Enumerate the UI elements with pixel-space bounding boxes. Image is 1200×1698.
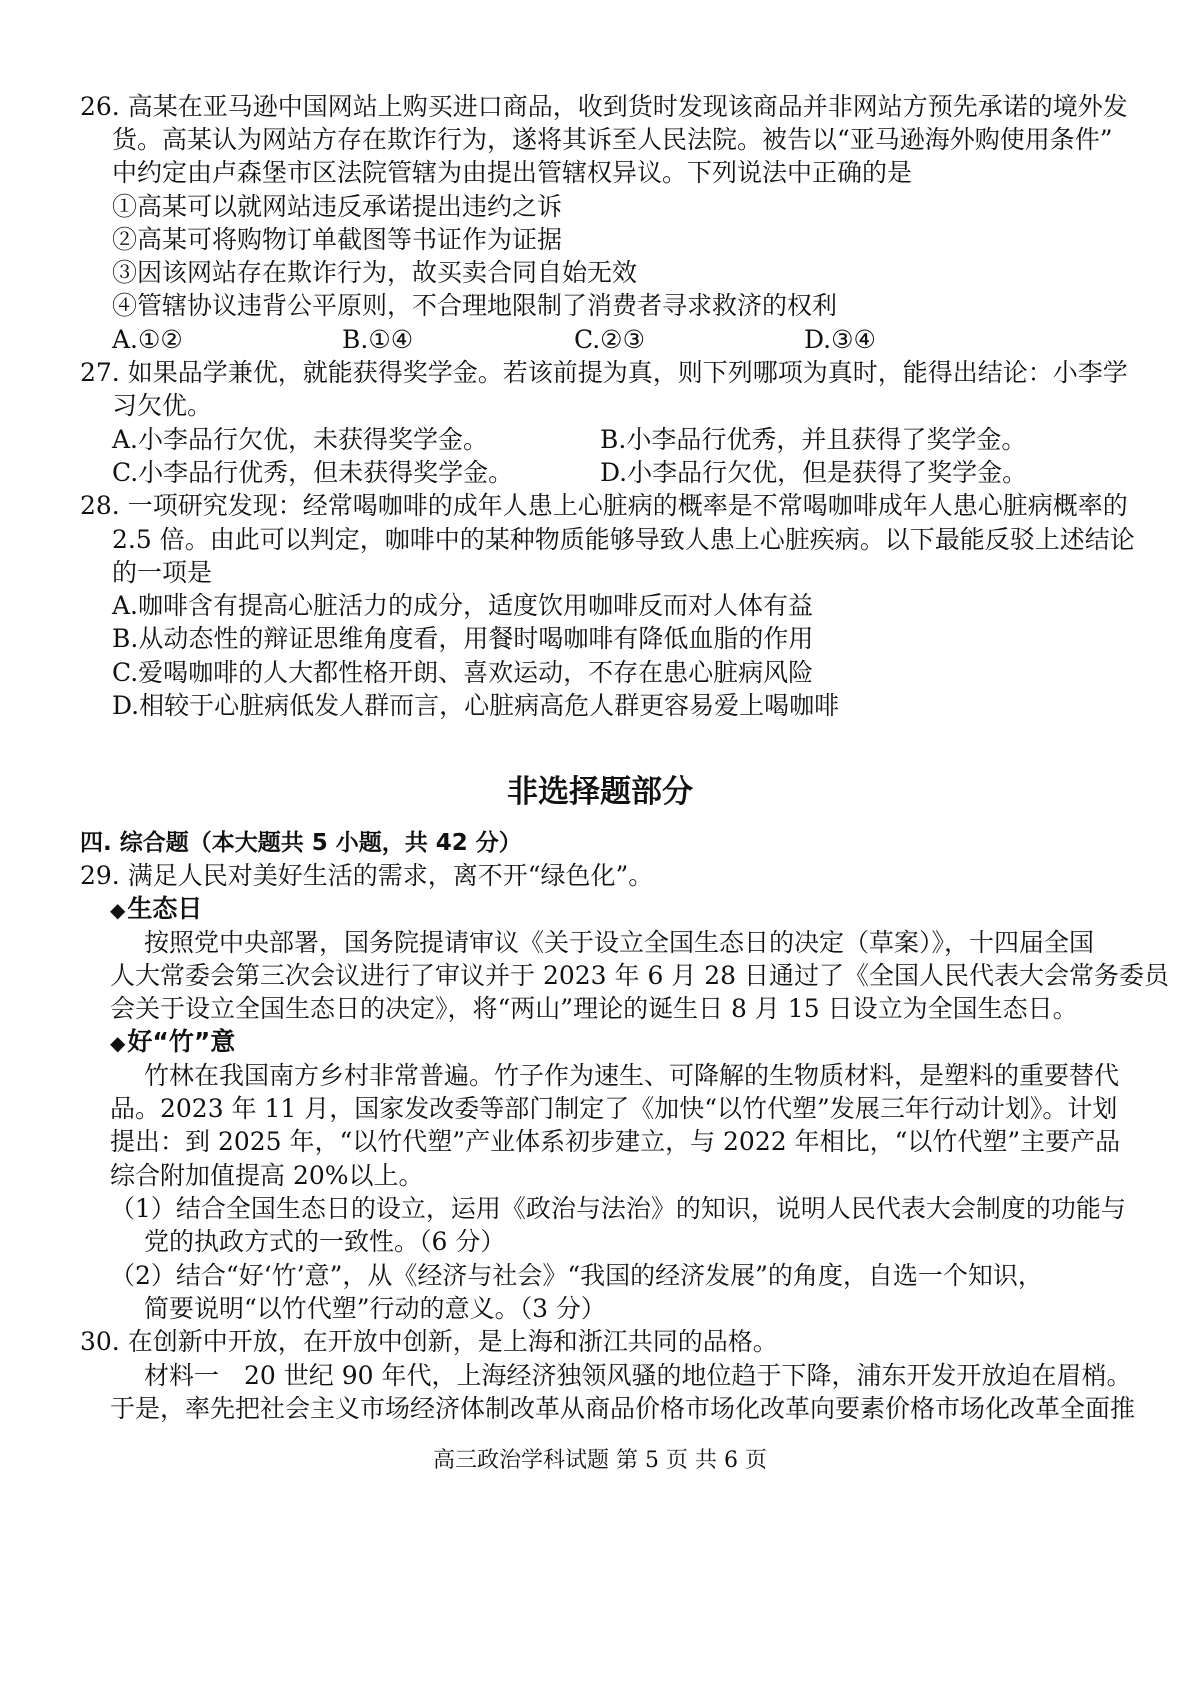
q29-sub2-line-3: 提出：到 2025 年，“以竹代塑”产业体系初步建立，与 2022 年相比，“以竹代塑”主要产品 bbox=[110, 1127, 1121, 1156]
q30-intro: 30. 在创新中开放，在开放中创新，是上海和浙江共同的品格。 bbox=[80, 1327, 778, 1356]
q29-sub2-heading bbox=[110, 1027, 235, 1058]
q29-sub1-heading bbox=[110, 894, 202, 925]
q26-option-b: B.①④ bbox=[342, 325, 414, 354]
q30-material-line-2: 于是，率先把社会主义市场经济体制改革从商品价格市场化改革向要素价格市场化改革全面推 bbox=[110, 1394, 1136, 1423]
q29-question-1-line-2: 党的执政方式的一致性。（6 分） bbox=[144, 1227, 506, 1256]
q27-line-1: 27. 如果品学兼优，就能获得奖学金。若该前提为真，则下列哪项为真时，能得出结论：小李学 bbox=[80, 358, 1128, 387]
q29-sub1-line-2: 人大常委会第三次会议进行了审议并于 2023 年 6 月 28 日通过了《全国人民代表大会常务委员 bbox=[110, 961, 1170, 990]
q28-line-2: 2.5 倍。由此可以判定，咖啡中的某种物质能够导致人患上心脏疾病。以下最能反驳上述结论 bbox=[112, 525, 1135, 554]
q29-sub2-line-4: 综合附加值提高 20%以上。 bbox=[110, 1161, 424, 1190]
q26-item-4: ④管辖协议违背公平原则，不合理地限制了消费者寻求救济的权利 bbox=[112, 291, 838, 320]
q28-line-3: 的一项是 bbox=[112, 558, 213, 587]
q29-sub1-line-3: 会关于设立全国生态日的决定》，将“两山”理论的诞生日 8 月 15 日设立为全国生态日。 bbox=[110, 994, 1078, 1023]
q28-option-c: C.爱喝咖啡的人大都性格开朗、喜欢运动，不存在患心脏病风险 bbox=[112, 658, 814, 687]
q28-line-1: 28. 一项研究发现：经常喝咖啡的成年人患上心脏病的概率是不常喝咖啡成年人患心脏病概率的 bbox=[80, 491, 1128, 520]
q30-material-line-1: 材料一 20 世纪 90 年代，上海经济独领风骚的地位趋于下降，浦东开发开放迫在眉梢。 bbox=[144, 1361, 1132, 1390]
q29-intro: 29. 满足人民对美好生活的需求，离不开“绿色化”。 bbox=[80, 861, 654, 890]
q29-question-1-line-1: （1）结合全国生态日的设立，运用《政治与法治》的知识，说明人民代表大会制度的功能与 bbox=[110, 1194, 1126, 1223]
q28-option-a: A.咖啡含有提高心脏活力的成分，适度饮用咖啡反而对人体有益 bbox=[112, 591, 814, 620]
q27-option-c: C.小李品行优秀，但未获得奖学金。 bbox=[112, 458, 514, 487]
q29-sub2-line-2: 品。2023 年 11 月，国家发改委等部门制定了《加快“以竹代塑”发展三年行动计划》。计划 bbox=[110, 1094, 1118, 1123]
q29-sub1-title: 生态日 bbox=[127, 894, 203, 923]
q29-sub1-line-1: 按照党中央部署，国务院提请审议《关于设立全国生态日的决定（草案）》，十四届全国 bbox=[144, 928, 1095, 957]
q29-question-2-line-1: （2）结合“好‘竹’意”，从《经济与社会》“我国的经济发展”的角度，自选一个知识， bbox=[110, 1261, 1043, 1290]
q28-option-d: D.相较于心脏病低发人群而言，心脏病高危人群更容易爱上喝咖啡 bbox=[112, 691, 840, 720]
q29-sub2-title: 好“竹”意 bbox=[127, 1027, 236, 1056]
q27-line-2: 习欠优。 bbox=[112, 391, 213, 420]
q26-option-a: A.①② bbox=[112, 325, 183, 354]
q28-option-b: B.从动态性的辩证思维角度看，用餐时喝咖啡有降低血脂的作用 bbox=[112, 624, 814, 653]
q26-line-3: 中约定由卢森堡市区法院管辖为由提出管辖权异议。下列说法中正确的是 bbox=[112, 158, 913, 187]
section-title: 非选择题部分 bbox=[507, 774, 693, 810]
part-four-heading: 四. 综合题（本大题共 5 小题，共 42 分） bbox=[80, 830, 522, 856]
q26-item-3: ③因该网站存在欺诈行为，故买卖合同自始无效 bbox=[112, 258, 638, 287]
q27-option-d: D.小李品行欠优，但是获得了奖学金。 bbox=[600, 458, 1028, 487]
q27-option-a: A.小李品行欠优，未获得奖学金。 bbox=[112, 425, 489, 454]
q26-item-2: ②高某可将购物订单截图等书证作为证据 bbox=[112, 225, 563, 254]
diamond-bullet-icon: ◆ bbox=[110, 898, 126, 922]
q29-sub2-line-1: 竹林在我国南方乡村非常普遍。竹子作为速生、可降解的生物质材料，是塑料的重要替代 bbox=[144, 1061, 1120, 1090]
q26-item-1: ①高某可以就网站违反承诺提出违约之诉 bbox=[112, 192, 563, 221]
q26-line-2: 货。高某认为网站方存在欺诈行为，遂将其诉至人民法院。被告以“亚马逊海外购使用条件” bbox=[112, 125, 1113, 154]
q26-option-c: C.②③ bbox=[574, 325, 646, 354]
q27-option-b: B.小李品行优秀，并且获得了奖学金。 bbox=[600, 425, 1027, 454]
q29-question-2-line-2: 简要说明“以竹代塑”行动的意义。（3 分） bbox=[144, 1294, 606, 1323]
q26-line-1: 26. 高某在亚马逊中国网站上购买进口商品，收到货时发现该商品并非网站方预先承诺的境外发 bbox=[80, 92, 1128, 121]
page-footer: 高三政治学科试题 第 5 页 共 6 页 bbox=[433, 1448, 767, 1473]
q26-option-d: D.③④ bbox=[804, 325, 876, 354]
diamond-bullet-icon: ◆ bbox=[110, 1031, 126, 1055]
